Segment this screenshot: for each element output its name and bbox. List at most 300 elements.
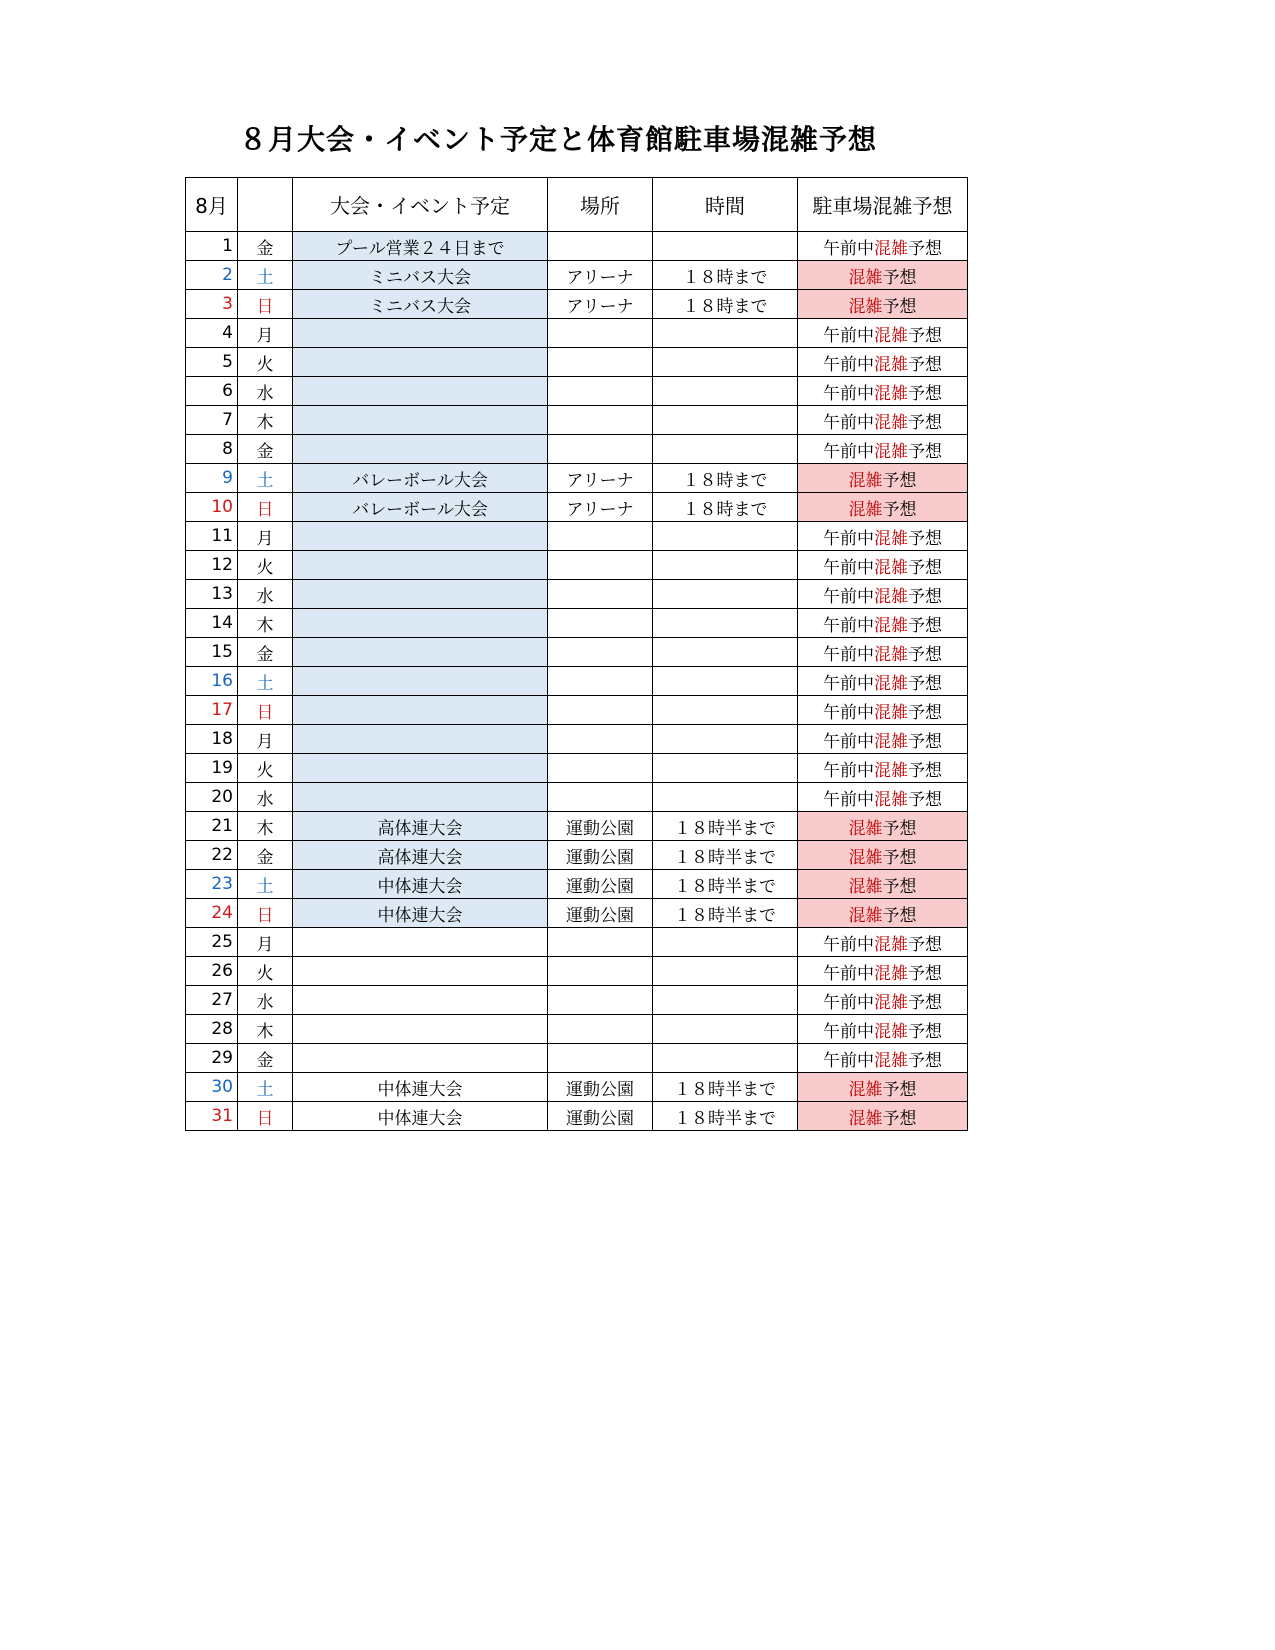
congestion-word: 混雑 [874,354,908,375]
weekday-cell: 日 [238,290,293,319]
event-cell [293,319,548,348]
congestion-cell [798,638,968,667]
congestion-cell [798,493,968,522]
table-row [186,435,968,464]
congestion-prefix: 午前中 [823,789,874,810]
time-cell [653,435,798,464]
congestion-suffix: 予想 [908,615,942,636]
congestion-word: 混雑 [874,702,908,723]
weekday-cell: 土 [238,667,293,696]
event-cell: 中体連大会 [293,870,548,899]
congestion-cell [798,232,968,261]
congestion-prefix: 午前中 [823,528,874,549]
table-row [186,1015,968,1044]
event-cell: ミニバス大会 [293,261,548,290]
day-cell: 9 [186,464,238,493]
congestion-word: 混雑 [874,1021,908,1042]
table-row [186,783,968,812]
day-cell: 22 [186,841,238,870]
congestion-suffix: 予想 [882,1079,917,1100]
day-cell: 10 [186,493,238,522]
time-cell [653,638,798,667]
table-row [186,551,968,580]
congestion-cell [798,261,968,290]
time-cell: １８時半まで [653,841,798,870]
congestion-prefix: 午前中 [823,644,874,665]
congestion-cell [798,580,968,609]
time-cell: １８時まで [653,493,798,522]
congestion-suffix: 予想 [882,847,917,868]
congestion-prefix: 午前中 [823,441,874,462]
weekday-cell: 土 [238,870,293,899]
weekday-cell: 土 [238,1073,293,1102]
event-cell [293,928,548,957]
time-cell [653,406,798,435]
event-cell [293,1015,548,1044]
weekday-cell: 火 [238,551,293,580]
weekday-cell: 木 [238,1015,293,1044]
header-time: 時間 [653,178,798,232]
congestion-cell [798,1044,968,1073]
congestion-word: 混雑 [874,238,908,259]
time-cell [653,232,798,261]
time-cell [653,319,798,348]
day-cell: 17 [186,696,238,725]
day-cell: 19 [186,754,238,783]
day-cell: 13 [186,580,238,609]
congestion-suffix: 予想 [908,383,942,404]
congestion-suffix: 予想 [908,586,942,607]
weekday-cell: 土 [238,464,293,493]
congestion-prefix: 午前中 [823,412,874,433]
time-cell [653,986,798,1015]
congestion-cell [798,609,968,638]
congestion-cell [798,928,968,957]
weekday-cell: 水 [238,377,293,406]
day-cell: 15 [186,638,238,667]
congestion-suffix: 予想 [882,818,917,839]
table-row [186,522,968,551]
day-cell: 5 [186,348,238,377]
congestion-cell [798,464,968,493]
day-cell: 3 [186,290,238,319]
time-cell [653,696,798,725]
day-cell: 20 [186,783,238,812]
event-cell: バレーボール大会 [293,493,548,522]
congestion-word: 混雑 [848,876,883,897]
time-cell [653,348,798,377]
place-cell: 運動公園 [548,1102,653,1131]
table-row [186,348,968,377]
day-cell: 21 [186,812,238,841]
congestion-suffix: 予想 [882,267,917,288]
congestion-suffix: 予想 [908,789,942,810]
header-weekday [238,178,293,232]
day-cell: 16 [186,667,238,696]
congestion-word: 混雑 [874,557,908,578]
table-row [186,232,968,261]
time-cell: １８時半まで [653,1073,798,1102]
schedule-table [185,177,968,1131]
place-cell: アリーナ [548,261,653,290]
weekday-cell: 水 [238,986,293,1015]
congestion-cell [798,406,968,435]
event-cell [293,696,548,725]
event-cell [293,638,548,667]
congestion-suffix: 予想 [908,412,942,433]
congestion-suffix: 予想 [908,963,942,984]
congestion-word: 混雑 [874,615,908,636]
event-cell [293,406,548,435]
congestion-word: 混雑 [848,818,883,839]
table-row [186,377,968,406]
weekday-cell: 火 [238,754,293,783]
table-row [186,261,968,290]
table-row [186,812,968,841]
time-cell: １８時まで [653,290,798,319]
time-cell [653,377,798,406]
congestion-suffix: 予想 [908,441,942,462]
weekday-cell: 日 [238,899,293,928]
table-row [186,957,968,986]
time-cell: １８時半まで [653,899,798,928]
congestion-prefix: 午前中 [823,615,874,636]
congestion-word: 混雑 [848,470,883,491]
congestion-cell [798,551,968,580]
weekday-cell: 火 [238,957,293,986]
day-cell: 25 [186,928,238,957]
congestion-prefix: 午前中 [823,702,874,723]
page-title: ８月大会・イベント予定と体育館駐車場混雑予想 [238,123,877,156]
time-cell: １８時まで [653,464,798,493]
day-cell: 27 [186,986,238,1015]
table-row [186,609,968,638]
congestion-word: 混雑 [874,760,908,781]
event-cell: プール営業２４日まで [293,232,548,261]
table-row [186,696,968,725]
header-row [186,178,968,232]
event-cell [293,580,548,609]
table-row [186,493,968,522]
event-cell: ミニバス大会 [293,290,548,319]
place-cell [548,1044,653,1073]
congestion-suffix: 予想 [908,1021,942,1042]
weekday-cell: 月 [238,725,293,754]
time-cell: １８時半まで [653,812,798,841]
place-cell [548,348,653,377]
header-congestion: 駐車場混雑予想 [798,178,968,232]
table-row [186,406,968,435]
place-cell [548,319,653,348]
weekday-cell: 日 [238,493,293,522]
weekday-cell: 金 [238,435,293,464]
congestion-suffix: 予想 [908,673,942,694]
congestion-suffix: 予想 [882,876,917,897]
event-cell [293,725,548,754]
congestion-suffix: 予想 [908,702,942,723]
event-cell [293,551,548,580]
congestion-word: 混雑 [874,673,908,694]
day-cell: 23 [186,870,238,899]
weekday-cell: 水 [238,580,293,609]
congestion-suffix: 予想 [882,1108,917,1129]
place-cell [548,406,653,435]
congestion-suffix: 予想 [908,992,942,1013]
table-row [186,928,968,957]
congestion-cell [798,319,968,348]
day-cell: 7 [186,406,238,435]
congestion-word: 混雑 [874,528,908,549]
table-row [186,1102,968,1131]
event-cell [293,754,548,783]
place-cell: 運動公園 [548,899,653,928]
weekday-cell: 金 [238,841,293,870]
time-cell [653,928,798,957]
congestion-word: 混雑 [874,383,908,404]
day-cell: 11 [186,522,238,551]
event-cell [293,1044,548,1073]
congestion-prefix: 午前中 [823,238,874,259]
congestion-word: 混雑 [848,1079,883,1100]
place-cell [548,522,653,551]
congestion-suffix: 予想 [882,905,917,926]
congestion-cell [798,841,968,870]
time-cell [653,754,798,783]
time-cell [653,609,798,638]
congestion-word: 混雑 [874,644,908,665]
table-row [186,580,968,609]
place-cell [548,551,653,580]
day-cell: 2 [186,261,238,290]
congestion-suffix: 予想 [908,1050,942,1071]
table-row [186,1073,968,1102]
congestion-word: 混雑 [874,1050,908,1071]
congestion-suffix: 予想 [908,238,942,259]
place-cell: 運動公園 [548,841,653,870]
congestion-prefix: 午前中 [823,963,874,984]
time-cell: １８時半まで [653,870,798,899]
weekday-cell: 金 [238,638,293,667]
place-cell: アリーナ [548,464,653,493]
congestion-prefix: 午前中 [823,992,874,1013]
place-cell [548,667,653,696]
congestion-cell [798,812,968,841]
event-cell [293,986,548,1015]
time-cell: １８時まで [653,261,798,290]
congestion-suffix: 予想 [882,499,917,520]
weekday-cell: 木 [238,609,293,638]
congestion-word: 混雑 [874,586,908,607]
weekday-cell: 土 [238,261,293,290]
congestion-prefix: 午前中 [823,557,874,578]
place-cell [548,609,653,638]
place-cell [548,696,653,725]
table-row [186,986,968,1015]
weekday-cell: 金 [238,1044,293,1073]
congestion-prefix: 午前中 [823,354,874,375]
table-row [186,464,968,493]
congestion-suffix: 予想 [908,325,942,346]
place-cell [548,725,653,754]
congestion-cell [798,1102,968,1131]
day-cell: 30 [186,1073,238,1102]
event-cell [293,522,548,551]
event-cell: 中体連大会 [293,1073,548,1102]
table-row [186,290,968,319]
weekday-cell: 月 [238,319,293,348]
time-cell: １８時半まで [653,1102,798,1131]
congestion-suffix: 予想 [908,557,942,578]
congestion-suffix: 予想 [908,354,942,375]
congestion-cell [798,377,968,406]
event-cell: バレーボール大会 [293,464,548,493]
congestion-cell [798,1073,968,1102]
congestion-word: 混雑 [848,847,883,868]
congestion-cell [798,899,968,928]
weekday-cell: 木 [238,406,293,435]
congestion-word: 混雑 [874,412,908,433]
congestion-word: 混雑 [874,992,908,1013]
event-cell [293,609,548,638]
table-row [186,899,968,928]
time-cell [653,667,798,696]
time-cell [653,1044,798,1073]
time-cell [653,522,798,551]
congestion-cell [798,870,968,899]
weekday-cell: 木 [238,812,293,841]
day-cell: 4 [186,319,238,348]
congestion-suffix: 予想 [908,528,942,549]
day-cell: 24 [186,899,238,928]
congestion-prefix: 午前中 [823,934,874,955]
day-cell: 29 [186,1044,238,1073]
congestion-word: 混雑 [874,963,908,984]
place-cell [548,928,653,957]
congestion-cell [798,667,968,696]
day-cell: 12 [186,551,238,580]
weekday-cell: 金 [238,232,293,261]
event-cell: 中体連大会 [293,899,548,928]
table-row [186,319,968,348]
place-cell [548,1015,653,1044]
place-cell [548,754,653,783]
congestion-suffix: 予想 [908,644,942,665]
event-cell: 高体連大会 [293,841,548,870]
weekday-cell: 火 [238,348,293,377]
congestion-prefix: 午前中 [823,325,874,346]
day-cell: 18 [186,725,238,754]
place-cell [548,638,653,667]
day-cell: 26 [186,957,238,986]
congestion-word: 混雑 [848,267,883,288]
table-row [186,725,968,754]
place-cell [548,232,653,261]
congestion-word: 混雑 [874,325,908,346]
congestion-cell [798,522,968,551]
table-row [186,667,968,696]
time-cell [653,725,798,754]
congestion-suffix: 予想 [882,470,917,491]
table-row [186,638,968,667]
congestion-word: 混雑 [848,296,883,317]
congestion-word: 混雑 [848,1108,883,1129]
header-place: 場所 [548,178,653,232]
schedule-body [186,232,968,1131]
event-cell [293,377,548,406]
congestion-suffix: 予想 [908,760,942,781]
congestion-word: 混雑 [874,441,908,462]
congestion-word: 混雑 [874,789,908,810]
time-cell [653,1015,798,1044]
time-cell [653,551,798,580]
time-cell [653,783,798,812]
congestion-word: 混雑 [874,731,908,752]
event-cell [293,348,548,377]
weekday-cell: 日 [238,1102,293,1131]
congestion-suffix: 予想 [882,296,917,317]
place-cell: アリーナ [548,290,653,319]
place-cell [548,377,653,406]
day-cell: 8 [186,435,238,464]
weekday-cell: 水 [238,783,293,812]
congestion-cell [798,348,968,377]
weekday-cell: 月 [238,522,293,551]
day-cell: 14 [186,609,238,638]
congestion-cell [798,1015,968,1044]
congestion-cell [798,957,968,986]
place-cell [548,580,653,609]
place-cell [548,783,653,812]
header-event: 大会・イベント予定 [293,178,548,232]
day-cell: 28 [186,1015,238,1044]
event-cell: 高体連大会 [293,812,548,841]
event-cell: 中体連大会 [293,1102,548,1131]
place-cell: 運動公園 [548,812,653,841]
time-cell [653,580,798,609]
table-row [186,870,968,899]
table-row [186,1044,968,1073]
congestion-prefix: 午前中 [823,586,874,607]
congestion-cell [798,754,968,783]
congestion-word: 混雑 [874,934,908,955]
congestion-prefix: 午前中 [823,383,874,404]
congestion-cell [798,696,968,725]
header-month: 8月 [186,178,238,232]
place-cell: アリーナ [548,493,653,522]
day-cell: 31 [186,1102,238,1131]
congestion-cell [798,725,968,754]
weekday-cell: 月 [238,928,293,957]
congestion-word: 混雑 [848,499,883,520]
weekday-cell: 日 [238,696,293,725]
time-cell [653,957,798,986]
congestion-cell [798,783,968,812]
congestion-word: 混雑 [848,905,883,926]
event-cell [293,783,548,812]
place-cell [548,957,653,986]
congestion-suffix: 予想 [908,934,942,955]
place-cell [548,986,653,1015]
congestion-prefix: 午前中 [823,760,874,781]
congestion-prefix: 午前中 [823,673,874,694]
table-row [186,754,968,783]
table-row [186,841,968,870]
congestion-prefix: 午前中 [823,1021,874,1042]
congestion-cell [798,435,968,464]
event-cell [293,435,548,464]
congestion-cell [798,986,968,1015]
congestion-prefix: 午前中 [823,1050,874,1071]
